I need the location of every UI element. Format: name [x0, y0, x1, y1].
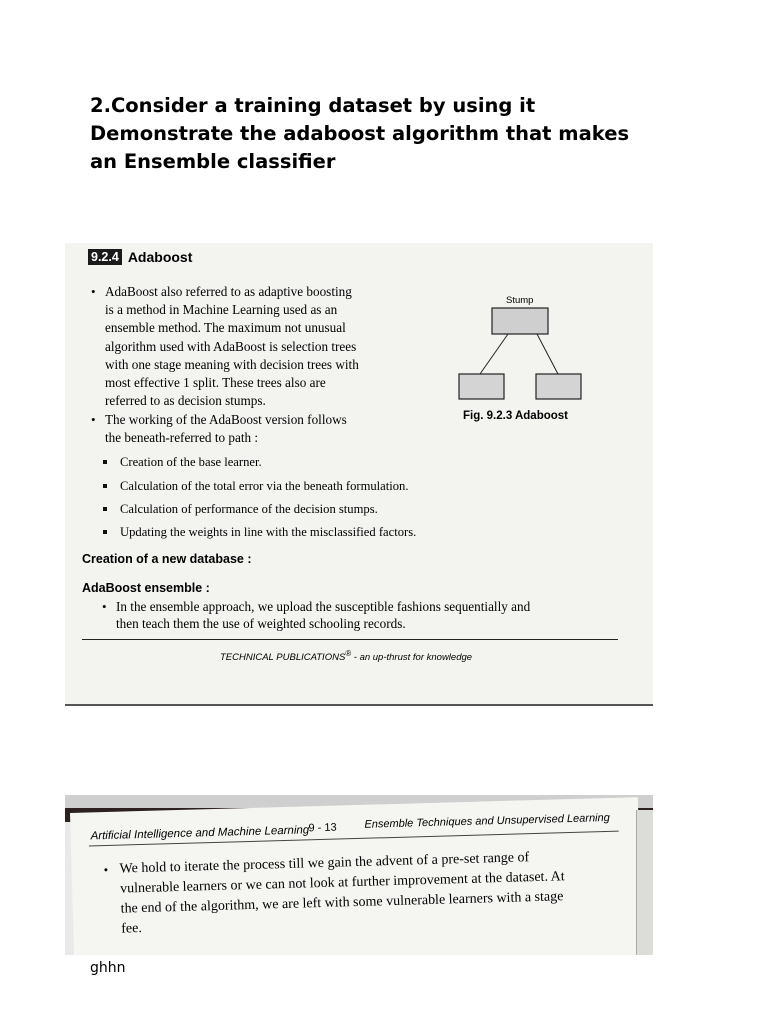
right-leaf-box — [536, 374, 581, 399]
running-header-right: Ensemble Techniques and Unsupervised Learning — [364, 811, 610, 831]
subitem: Calculation of performance of the decision stumps. — [120, 501, 540, 517]
text-line: then teach them the use of weighted schooling records. — [116, 616, 406, 631]
publisher-footer: TECHNICAL PUBLICATIONS® - an up-thrust for knowledge — [220, 649, 473, 664]
section-number-badge: 9.2.4 — [88, 249, 122, 265]
text-line: vulnerable learners or we can not look at further improvement at the dataset. At — [119, 869, 565, 897]
stump-diagram — [450, 291, 590, 406]
bullet-iteration — [103, 846, 621, 940]
heading-line-2: Demonstrate the adaboost algorithm that makes — [90, 122, 630, 145]
text-line: In the ensemble approach, we upload the susceptible fashions sequentially and — [116, 599, 531, 614]
scanned-textbook-page-2 — [65, 795, 653, 955]
bullet-adaboost-working — [91, 411, 413, 447]
text-line: the end of the algorithm, we are left with some vulnerable learners with a stage — [120, 889, 564, 917]
text-line: AdaBoost also referred to as adaptive boosting — [105, 284, 352, 299]
tilted-page — [70, 797, 642, 955]
left-leaf-box — [459, 374, 504, 399]
text-line: with one stage meaning with decision trees with — [105, 356, 359, 372]
bullet-dot-icon: • — [103, 861, 109, 878]
stump-label: Stump — [506, 295, 534, 306]
square-bullet-icon — [103, 460, 107, 464]
heading-line-1: 2.Consider a training dataset by using it — [90, 94, 536, 117]
bullet-ensemble-approach — [102, 598, 621, 632]
creation-heading: Creation of a new database : — [82, 552, 252, 566]
footer-rule — [82, 639, 618, 640]
subitem: Updating the weights in line with the misclassified factors. — [120, 524, 540, 540]
square-bullet-icon — [103, 507, 107, 511]
right-branch — [537, 334, 558, 374]
text-line: algorithm used with AdaBoost is selection trees — [105, 338, 357, 354]
text-line: fee. — [121, 921, 143, 937]
subitem: Creation of the base learner. — [120, 454, 540, 470]
square-bullet-icon — [103, 530, 107, 534]
question-heading — [90, 92, 690, 176]
text-line: referred to as decision stumps. — [105, 393, 266, 409]
section-title: Adaboost — [127, 249, 193, 265]
text-line: the beneath-referred to path : — [105, 430, 259, 446]
text-line: most effective 1 split. These trees also are — [105, 375, 326, 391]
ensemble-heading: AdaBoost ensemble : — [82, 581, 210, 595]
text-line: We hold to iterate the process till we gain the advent of a pre-set range of — [119, 850, 530, 877]
running-header-left: Artificial Intelligence and Machine Learning — [90, 824, 310, 843]
scanned-textbook-page-1 — [65, 243, 653, 706]
subitem: Calculation of the total error via the beneath formulation. — [120, 478, 540, 494]
square-bullet-icon — [103, 484, 107, 488]
figure-caption: Fig. 9.2.3 Adaboost — [463, 410, 569, 422]
section-header — [88, 249, 192, 265]
bullet-dot-icon: • — [91, 412, 96, 427]
text-line: The working of the AdaBoost version follows — [105, 412, 347, 427]
left-branch — [480, 334, 508, 374]
page-number: 9 - 13 — [308, 821, 337, 835]
heading-line-3: an Ensemble classifier — [90, 150, 336, 173]
bullet-dot-icon: • — [91, 284, 96, 299]
stump-root-box — [492, 308, 548, 334]
text-line: ensemble method. The maximum not unusual — [105, 320, 346, 336]
trailing-text: ghhn — [90, 960, 126, 976]
text-line: is a method in Machine Learning used as an — [105, 302, 338, 318]
bullet-adaboost-definition — [91, 283, 413, 410]
scan-bottom-edge — [65, 704, 653, 706]
bullet-dot-icon: • — [102, 599, 107, 614]
page-edge — [636, 810, 653, 955]
